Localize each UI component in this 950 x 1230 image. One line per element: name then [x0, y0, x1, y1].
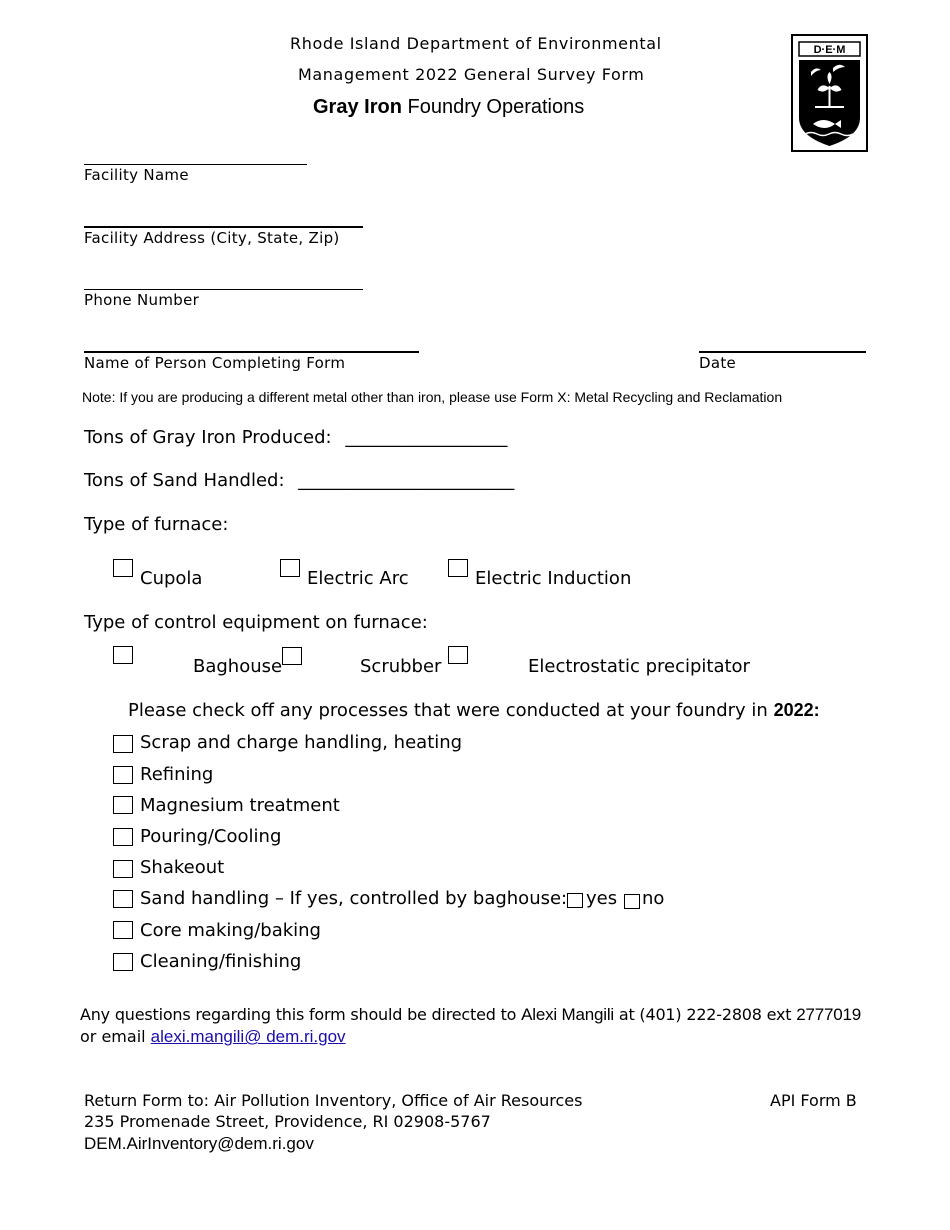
process-checkbox[interactable] [113, 796, 133, 814]
person-label: Name of Person Completing Form [84, 354, 346, 372]
process-checkbox[interactable] [113, 890, 133, 908]
process-label: Scrap and charge handling, heating [140, 732, 463, 753]
control-equipment-label: Type of control equipment on furnace: [84, 612, 428, 633]
electric-induction-label: Electric Induction [475, 568, 632, 589]
scrubber-label: Scrubber [360, 656, 442, 677]
tons-iron-label: Tons of Gray Iron Produced: [84, 427, 332, 448]
process-checkbox[interactable] [113, 766, 133, 784]
baghouse-label: Baghouse [193, 656, 283, 677]
phone-line[interactable] [84, 289, 363, 290]
baghouse-no-label: no [642, 888, 665, 909]
process-label: Core making/baking [140, 920, 321, 941]
return-email[interactable]: DEM.AirInventory@dem.ri.gov [84, 1134, 314, 1153]
date-label: Date [699, 354, 737, 372]
process-checkbox[interactable] [113, 828, 133, 846]
furnace-type-label: Type of furnace: [84, 514, 229, 535]
phone-label: Phone Number [84, 291, 200, 309]
person-line[interactable] [84, 351, 419, 353]
header-line-1: Rhode Island Department of Environmental [290, 34, 662, 53]
baghouse-yes-label: yes [586, 888, 618, 909]
contact-email-link[interactable]: alexi.mangili@ dem.ri.gov [150, 1027, 346, 1046]
contact-name: Alexi Mangili [521, 1005, 614, 1024]
tons-sand-blank[interactable]: ________________________ [298, 470, 515, 491]
process-label: Shakeout [140, 857, 225, 878]
baghouse-yes-checkbox[interactable] [567, 893, 583, 908]
tons-iron-blank[interactable]: __________________ [345, 427, 508, 448]
date-line[interactable] [699, 351, 866, 353]
process-checkbox[interactable] [113, 953, 133, 971]
facility-address-label: Facility Address (City, State, Zip) [84, 229, 340, 247]
facility-name-line[interactable] [84, 164, 307, 165]
tons-sand-question [84, 470, 514, 491]
tons-sand-label: Tons of Sand Handled: [84, 470, 285, 491]
dem-logo [791, 34, 868, 152]
return-form-to: Return Form to: Air Pollution Inventory, Office of Air Resources [84, 1091, 583, 1110]
form-id: API Form B [770, 1091, 857, 1110]
scrubber-checkbox[interactable] [282, 647, 302, 665]
return-address: 235 Promenade Street, Providence, RI 02908-5767 [84, 1112, 491, 1131]
process-label: Refining [140, 764, 214, 785]
processes-intro-text: Please check off any processes that were conducted at your foundry in [128, 700, 768, 721]
contact-line-2 [80, 1027, 346, 1047]
electrostatic-precipitator-label: Electrostatic precipitator [528, 656, 750, 677]
process-label: Sand handling – If yes, controlled by baghouse: [140, 888, 568, 909]
process-checkbox[interactable] [113, 735, 133, 753]
contact-line-1 [80, 1005, 861, 1025]
header-line-2: Management 2022 General Survey Form [298, 65, 645, 84]
form-title-rest: Foundry Operations [407, 96, 585, 118]
form-title-bold: Gray Iron [313, 96, 402, 118]
processes-intro [128, 700, 820, 721]
process-label: Cleaning/finishing [140, 951, 302, 972]
electric-arc-label: Electric Arc [307, 568, 409, 589]
electric-arc-checkbox[interactable] [280, 559, 300, 577]
dem-logo-icon [793, 36, 866, 150]
process-checkbox[interactable] [113, 860, 133, 878]
tons-iron-question [84, 427, 507, 448]
cupola-checkbox[interactable] [113, 559, 133, 577]
form-title [313, 96, 584, 119]
dem-logo-text: D·E·M [813, 44, 846, 56]
contact-text-b: at (401) 222-2808 ext [618, 1005, 792, 1024]
processes-year: 2022: [773, 700, 820, 720]
electric-induction-checkbox[interactable] [448, 559, 468, 577]
contact-email-prefix: or email [80, 1027, 146, 1046]
contact-ext: 2777019 [796, 1005, 862, 1024]
baghouse-no-checkbox[interactable] [624, 894, 640, 909]
process-label: Magnesium treatment [140, 795, 340, 816]
baghouse-checkbox[interactable] [113, 646, 133, 664]
facility-name-label: Facility Name [84, 166, 189, 184]
electrostatic-precipitator-checkbox[interactable] [448, 646, 468, 664]
process-label: Pouring/Cooling [140, 826, 282, 847]
facility-address-line[interactable] [84, 226, 363, 228]
process-checkbox[interactable] [113, 921, 133, 939]
metal-note: Note: If you are producing a different metal other than iron, please use Form X: Metal Recycling and Reclamation [82, 389, 783, 405]
contact-text-a: Any questions regarding this form should be directed to [80, 1005, 517, 1024]
cupola-label: Cupola [140, 568, 203, 589]
